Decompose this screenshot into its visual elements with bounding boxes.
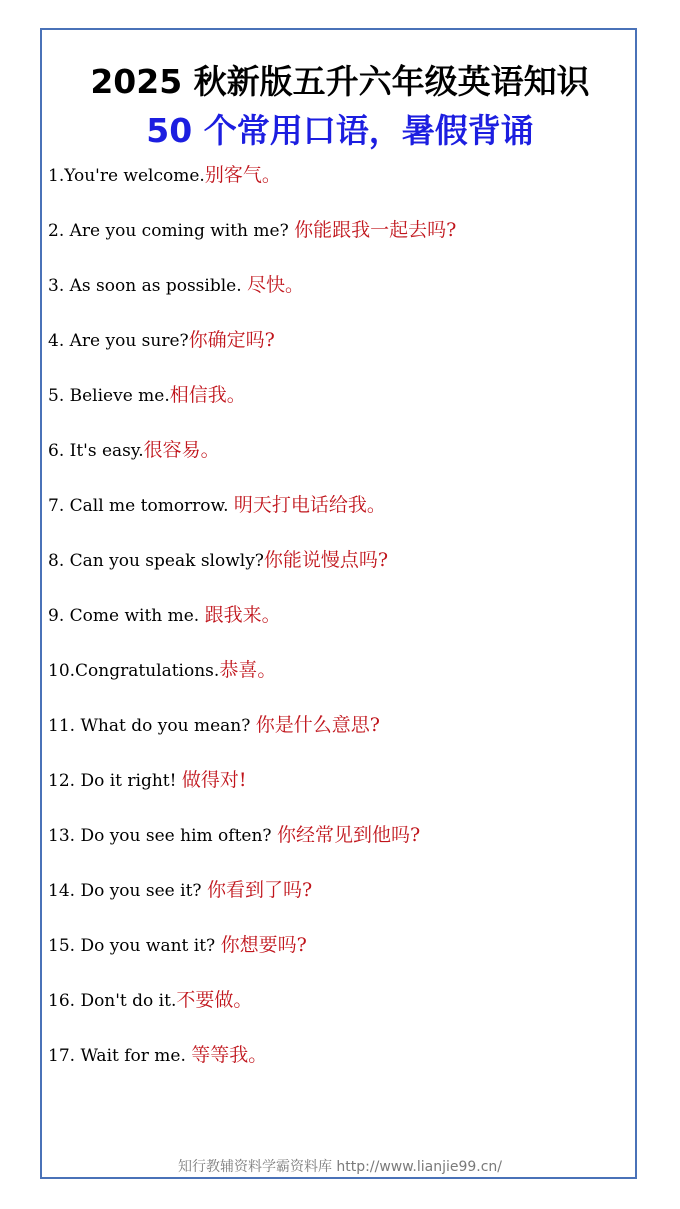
phrase-english: 6. It's easy.	[48, 441, 144, 461]
phrase-item	[48, 158, 633, 213]
phrase-chinese: 做得对!	[181, 769, 247, 791]
phrase-item	[48, 873, 633, 928]
phrase-chinese: 你想要吗?	[220, 934, 307, 956]
phrase-chinese: 别客气。	[204, 164, 281, 186]
phrase-item	[48, 983, 633, 1038]
phrase-item	[48, 818, 633, 873]
phrase-chinese: 明天打电话给我。	[233, 494, 386, 516]
phrase-chinese: 不要做。	[176, 989, 253, 1011]
footer-watermark: 知行教辅资料学霸资料库 http://www.lianjie99.cn/	[177, 1159, 503, 1175]
phrase-item	[48, 543, 633, 598]
phrase-english: 4. Are you sure?	[48, 331, 189, 351]
phrase-item	[48, 378, 633, 433]
phrase-list	[48, 158, 633, 1093]
phrase-chinese: 相信我。	[169, 384, 246, 406]
phrase-chinese: 你能跟我一起去吗?	[294, 219, 457, 241]
phrase-item	[48, 213, 633, 268]
phrase-english: 10.Congratulations.	[48, 661, 220, 681]
phrase-english: 7. Call me tomorrow.	[48, 496, 234, 516]
phrase-english: 17. Wait for me.	[48, 1046, 192, 1066]
phrase-english: 8. Can you speak slowly?	[48, 551, 264, 571]
phrase-chinese: 你经常见到他吗?	[276, 824, 421, 846]
phrase-english: 5. Believe me.	[48, 386, 170, 406]
phrase-chinese: 很容易。	[143, 439, 220, 461]
phrase-item	[48, 928, 633, 983]
phrase-chinese: 跟我来。	[204, 604, 281, 626]
phrase-english: 15. Do you want it?	[48, 936, 221, 956]
phrase-chinese: 你看到了吗?	[206, 879, 313, 901]
phrase-chinese: 你能说慢点吗?	[263, 549, 389, 571]
phrase-english: 16. Don't do it.	[48, 991, 177, 1011]
phrase-chinese: 等等我。	[191, 1044, 268, 1066]
page-subtitle: 50 个常用口语，暑假背诵	[146, 111, 534, 150]
phrase-english: 13. Do you see him often?	[48, 826, 277, 846]
page-title: 2025 秋新版五升六年级英语知识	[90, 62, 590, 101]
phrase-item	[48, 488, 633, 543]
phrase-item	[48, 268, 633, 323]
phrase-english: 14. Do you see it?	[48, 881, 207, 901]
phrase-english: 1.You're welcome.	[48, 166, 205, 186]
phrase-english: 9. Come with me.	[48, 606, 205, 626]
phrase-item	[48, 653, 633, 708]
phrase-chinese: 尽快。	[247, 274, 305, 296]
phrase-english: 2. Are you coming with me?	[48, 221, 295, 241]
phrase-item	[48, 1038, 633, 1093]
phrase-item	[48, 433, 633, 488]
phrase-item	[48, 708, 633, 763]
phrase-english: 11. What do you mean?	[48, 716, 256, 736]
phrase-chinese: 恭喜。	[219, 659, 277, 681]
phrase-chinese: 你确定吗?	[188, 329, 275, 351]
phrase-item	[48, 763, 633, 818]
phrase-item	[48, 323, 633, 378]
phrase-english: 3. As soon as possible.	[48, 276, 248, 296]
phrase-item	[48, 598, 633, 653]
phrase-chinese: 你是什么意思?	[255, 714, 380, 736]
phrase-english: 12. Do it right!	[48, 771, 182, 791]
